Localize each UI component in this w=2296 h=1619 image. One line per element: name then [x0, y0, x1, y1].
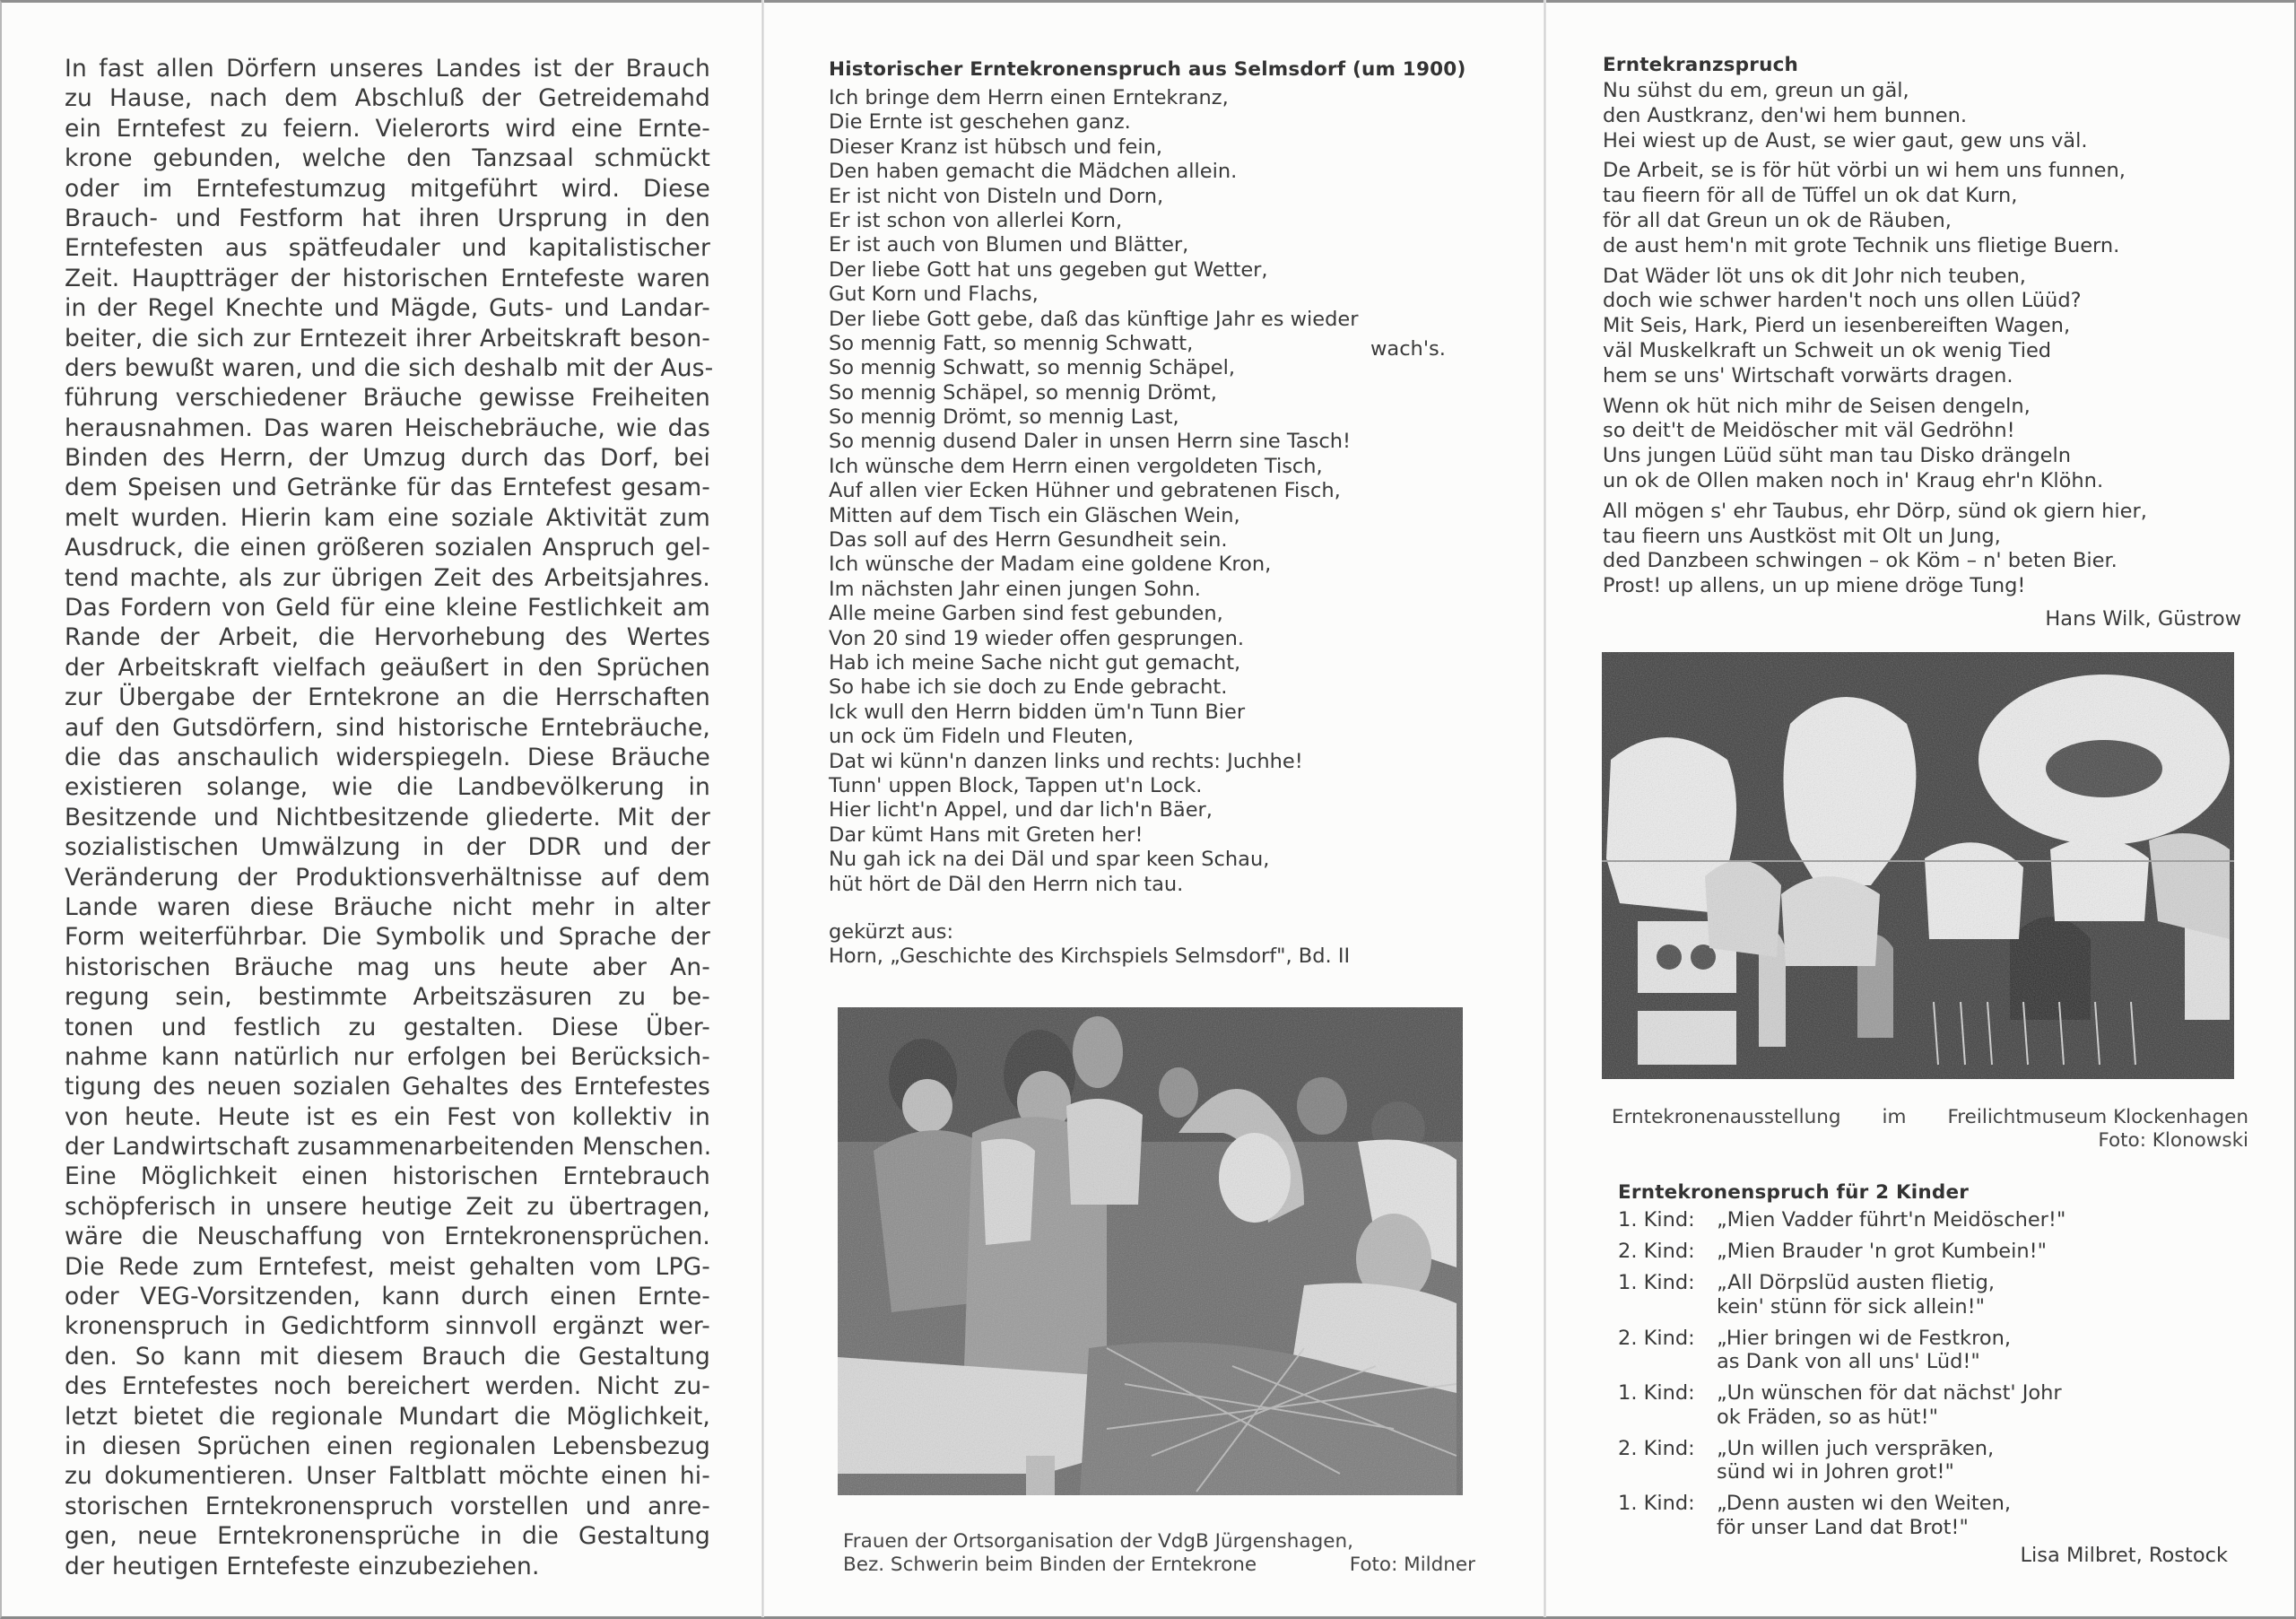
children-verse-body	[1618, 1208, 2246, 1539]
verse-line	[829, 627, 1474, 651]
photo-caption-exhibition	[1612, 1106, 2248, 1153]
verse-line-text: Ich wünsche dem Herrn einen vergoldeten Tisch,	[829, 454, 1323, 478]
speaker-line: „Mien Vadder führt'n Meidöscher!"	[1717, 1208, 2066, 1232]
verse-line	[829, 701, 1474, 725]
wreath-verse-body	[1603, 79, 2248, 599]
intro-text-line: herausnahmen. Das waren Heischebräuche, wie das	[65, 413, 710, 442]
verse-line	[829, 578, 1474, 602]
stanza	[1603, 395, 2248, 494]
intro-text-line: tigung des neuen sozialen Gehaltes des Erntefestes	[65, 1073, 710, 1101]
children-verse-entry	[1618, 1492, 2246, 1539]
verse-line	[829, 848, 1474, 872]
intro-text-line: storischen Erntekronenspruch vorstellen und anre-	[65, 1492, 710, 1520]
source-reference: Horn, „Geschichte des Kirchspiels Selmsdorf", Bd. II	[829, 944, 1351, 968]
photo-binding-harvest-crown	[838, 1007, 1463, 1495]
speaker-line: för unser Land dat Brot!"	[1717, 1515, 1969, 1539]
speaker-lines	[1717, 1492, 2011, 1539]
intro-text-line: Veränderung der Produktionsverhältnisse auf dem	[65, 863, 710, 892]
intro-text-line: zu Hause, nach dem Abschluß der Getreidemahd	[65, 84, 710, 113]
stanza-line: för all dat Greun un ok de Räuben,	[1603, 208, 1952, 232]
children-verse-title: Erntekronenspruch für 2 Kinder	[1618, 1181, 1970, 1204]
intro-text-line: melt wurden. Hierin kam eine soziale Aktivität zum	[65, 503, 710, 532]
stanza-line: All mögen s' ehr Taubus, ehr Dörp, sünd ok giern hier,	[1603, 499, 2147, 523]
speaker-line: kein' stünn för sick allein!"	[1717, 1294, 1986, 1319]
verse-line-text: un ock üm Fideln und Fleuten,	[829, 725, 1134, 749]
verse-line-text: Er ist auch von Blumen und Blätter,	[829, 233, 1189, 257]
photo-caption-binding	[843, 1530, 1475, 1577]
caption-exhibition-line-1	[1612, 1106, 2248, 1129]
children-verse-entry	[1618, 1437, 2246, 1484]
verse-line-text: hüt hört de Däl den Herrn nich tau.	[829, 872, 1184, 896]
historic-verse-title: Historischer Erntekronenspruch aus Selmsdorf (um 1900)	[829, 58, 1466, 81]
fold-line-left	[761, 0, 764, 1617]
stanza-line: Prost! up allens, un up miene dröge Tung!	[1603, 574, 2026, 598]
stanza	[1603, 79, 2248, 153]
intro-text-line: der Arbeitskraft vielfach geäußert in den Sprüchen	[65, 653, 710, 682]
stanza-line: Uns jungen Lüüd süht man tau Disko drängeln	[1603, 444, 2072, 468]
stanza-line: tau fieern uns Austköst mit Olt un Jung,	[1603, 524, 2001, 548]
verse-line	[829, 405, 1474, 430]
verse-line	[829, 725, 1474, 749]
verse-line	[829, 258, 1474, 283]
photo-credit-exhibition: Foto: Klonowski	[2098, 1129, 2248, 1152]
intro-text-line: des Erntefestes noch bereichert werden. Nicht zu-	[65, 1372, 710, 1401]
intro-text-line: Zeit. Hauptträger der historischen Erntefeste waren	[65, 264, 710, 292]
verse-line	[829, 283, 1474, 307]
stanza-line: Nu sühst du em, greun un gäl,	[1603, 79, 1909, 102]
intro-text-line: letzt bietet die regionale Mundart die Möglichkeit,	[65, 1402, 710, 1431]
children-verse-author: Lisa Milbret, Rostock	[2020, 1543, 2228, 1567]
verse-line	[829, 308, 1474, 332]
verse-line	[829, 430, 1474, 454]
verse-line-text: So mennig Schäpel, so mennig Drömt,	[829, 380, 1217, 405]
verse-line-text: Von 20 sind 19 wieder offen gesprungen.	[829, 626, 1245, 650]
intro-text-line: existieren solange, wie die Landbevölkerung in	[65, 773, 710, 802]
children-verse-entry	[1618, 1327, 2246, 1374]
intro-text-line: In fast allen Dörfern unseres Landes ist der Brauch	[65, 55, 710, 83]
verse-line-text: Der liebe Gott gebe, daß das künftige Jahr es wieder	[829, 307, 1359, 331]
verse-line-text: Ich bringe dem Herrn einen Erntekranz,	[829, 86, 1229, 109]
verse-line-text: Dieser Kranz ist hübsch und fein,	[829, 135, 1163, 159]
stanza-line: so deit't de Meidöscher mit väl Gedröhn!	[1603, 419, 2015, 443]
intro-text-line: zu dokumentieren. Unser Faltblatt möchte einen hi-	[65, 1462, 710, 1491]
caption-line-1: Frauen der Ortsorganisation der VdgB Jürgenshagen,	[843, 1530, 1353, 1553]
speaker-label: 1. Kind:	[1618, 1208, 1695, 1232]
speaker-label: 1. Kind:	[1618, 1271, 1695, 1294]
caption-line-2-text: Bez. Schwerin beim Binden der Erntekrone	[843, 1554, 1257, 1576]
verse-line-text: Den haben gemacht die Mädchen allein.	[829, 160, 1238, 184]
verse-line	[829, 160, 1474, 184]
intro-text-line: ein Erntefest zu feiern. Vielerorts wird eine Ernte-	[65, 114, 710, 143]
verse-line	[829, 675, 1474, 700]
children-verse-entry	[1618, 1381, 2246, 1429]
stanza-line: De Arbeit, se is för hüt vörbi un wi hem uns funnen,	[1603, 159, 2126, 183]
speaker-line: ok Fräden, so as hüt!"	[1717, 1405, 1938, 1429]
speaker-line: sünd wi in Johren grot!"	[1717, 1460, 1954, 1484]
intro-text-line: Besitzende und Nichtbesitzende gliederte. Mit der	[65, 803, 710, 831]
speaker-label: 1. Kind:	[1618, 1492, 1695, 1515]
stanza	[1603, 159, 2248, 258]
verse-line-text: So mennig dusend Daler in unsen Herrn sine Tasch!	[829, 430, 1352, 454]
intro-text-line: Die Rede zum Erntefest, meist gehalten vom LPG-	[65, 1252, 710, 1281]
stanza-line: doch wie schwer harden't noch uns ollen Lüüd?	[1603, 289, 2082, 313]
intro-text-line: nahme kann natürlich nur erfolgen bei Berücksich-	[65, 1042, 710, 1071]
speaker-line: „Un wünschen för dat nächst' Johr	[1717, 1381, 2062, 1405]
children-verse-entry	[1618, 1271, 2246, 1319]
speaker-lines	[1717, 1437, 1994, 1484]
caption-line-2	[843, 1554, 1475, 1577]
verse-line	[829, 823, 1474, 848]
intro-text-line: zur Übergabe der Erntekrone an die Herrschaften	[65, 683, 710, 712]
verse-line	[829, 110, 1474, 135]
verse-line-continuation: wach's.	[1370, 336, 1446, 361]
verse-line	[829, 651, 1474, 675]
intro-text-line: den. So kann mit diesem Brauch die Gestaltung	[65, 1342, 710, 1371]
intro-text-line: Binden des Herrn, der Umzug durch das Dorf, bei	[65, 444, 710, 473]
intro-text-line: der heutigen Erntefeste einzubeziehen.	[65, 1552, 540, 1580]
speaker-lines	[1717, 1327, 2011, 1374]
speaker-lines	[1717, 1271, 1995, 1319]
verse-line	[829, 774, 1474, 798]
verse-line-text: Ick wull den Herrn bidden üm'n Tunn Bier	[829, 700, 1246, 724]
stanza-line: ded Danzbeen schwingen – ok Köm – n' beten Bier.	[1603, 549, 2118, 573]
source-label: gekürzt aus:	[829, 919, 954, 944]
verse-line-text: Gut Korn und Flachs,	[829, 283, 1039, 307]
wreath-verse-title: Erntekranzspruch	[1603, 54, 1799, 76]
intro-text-line: tonen und festlich zu gestalten. Diese Über-	[65, 1013, 710, 1041]
verse-line	[829, 185, 1474, 209]
verse-line-text: Mitten auf dem Tisch ein Gläschen Wein,	[829, 503, 1240, 527]
stanza-line: hem se uns' Wirtschaft vorwärts dragen.	[1603, 363, 2013, 387]
verse-line	[829, 602, 1474, 626]
verse-line	[829, 135, 1474, 160]
verse-line	[829, 381, 1474, 405]
verse-line-text: Auf allen vier Ecken Hühner und gebratenen Fisch,	[829, 479, 1341, 503]
speaker-label: 2. Kind:	[1618, 1240, 1695, 1263]
verse-line	[829, 356, 1474, 380]
intro-text-line: kronenspruch in Gedichtform sinnvoll ergänzt wer-	[65, 1312, 710, 1341]
verse-line	[829, 479, 1474, 503]
stanza-line: un ok de Ollen maken noch in' Kraug ehr'n Klöhn.	[1603, 468, 2104, 492]
stanza-line: Mit Seis, Hark, Pierd un iesenbereiften Wagen,	[1603, 314, 2071, 338]
stanza	[1603, 265, 2248, 389]
intro-text-line: oder VEG-Vorsitzenden, kann durch einen Ernte-	[65, 1283, 710, 1311]
verse-line-text: Alle meine Garben sind fest gebunden,	[829, 602, 1223, 626]
intro-text-line: wäre die Neuschaffung von Erntekronensprüchen.	[65, 1223, 710, 1251]
verse-line	[829, 331, 1474, 361]
intro-text-line: Eine Möglichkeit einen historischen Erntebrauch	[65, 1162, 710, 1191]
verse-line-text: Er ist schon von allerlei Korn,	[829, 208, 1123, 232]
harvest-wreath-verse-column	[1603, 52, 2248, 633]
intro-text-line: krone gebunden, welche den Tanzsaal schmückt	[65, 144, 710, 173]
intro-text-line: gen, neue Erntekronensprüche in die Gestaltung	[65, 1522, 710, 1551]
stanza-line: Hei wiest up de Aust, se wier gaut, gew uns väl.	[1603, 128, 2088, 152]
speaker-line: „Denn austen wi den Weiten,	[1717, 1492, 2011, 1515]
verse-line	[829, 873, 1474, 897]
stanza-line: väl Muskelkraft un Schweit un ok wenig Tied	[1603, 338, 2052, 362]
verse-line	[829, 798, 1474, 823]
verse-line-text: So habe ich sie doch zu Ende gebracht.	[829, 675, 1228, 700]
verse-line-text: Er ist nicht von Disteln und Dorn,	[829, 184, 1164, 208]
intro-text-line: historischen Bräuche mag uns heute aber An-	[65, 953, 710, 981]
intro-text-line: beiter, die sich zur Erntezeit ihrer Arbeitskraft beson-	[65, 324, 710, 353]
verse-line	[829, 209, 1474, 233]
speaker-line: as Dank von all uns' Lüd!"	[1717, 1350, 1980, 1373]
verse-line	[829, 750, 1474, 774]
historic-verse-body	[829, 86, 1474, 897]
speaker-line: „Un willen juch versprāken,	[1717, 1436, 1995, 1460]
verse-line-text: Der liebe Gott hat uns gegeben gut Wetter,	[829, 257, 1268, 282]
speaker-label: 2. Kind:	[1618, 1326, 1695, 1350]
speaker-line: „Hier bringen wi de Festkron,	[1717, 1326, 2011, 1350]
stanza-line: den Austkranz, den'wi hem bunnen.	[1603, 103, 1968, 127]
verse-line-text: Im nächsten Jahr einen jungen Sohn.	[829, 577, 1201, 601]
speaker-line: „All Dörpslüd austen flietig,	[1717, 1271, 1996, 1294]
verse-line-text: Die Ernte ist geschehen ganz.	[829, 110, 1131, 135]
verse-line	[829, 233, 1474, 257]
speaker-lines	[1717, 1240, 2047, 1264]
intro-text-line: die das anschaulich widerspiegeln. Diese Bräuche	[65, 743, 710, 771]
caption-exhibition-title: Erntekronenausstellung	[1612, 1106, 1841, 1128]
intro-text-column	[65, 54, 714, 1581]
verse-line-text: So mennig Drömt, so mennig Last,	[829, 405, 1179, 430]
historic-verse-column	[829, 54, 1474, 969]
intro-text-line: in der Regel Knechte und Mägde, Guts- und Landar-	[65, 294, 710, 323]
speaker-label: 2. Kind:	[1618, 1436, 1695, 1460]
caption-exhibition-prep: im	[1882, 1106, 1907, 1128]
children-verse-entry	[1618, 1208, 2246, 1232]
source-citation	[829, 920, 1474, 969]
intro-text-line: Rande der Arbeit, die Hervorhebung des Wertes	[65, 623, 710, 652]
intro-text-line: Erntefesten aus spätfeudaler und kapitalistischer	[65, 234, 710, 263]
verse-line-text: Nu gah ick na dei Däl und spar keen Schau,	[829, 848, 1270, 872]
verse-line	[829, 504, 1474, 528]
intro-text-line: ders bewußt waren, und die sich deshalb mit der Aus-	[65, 353, 714, 382]
speaker-line: „Mien Brauder 'n grot Kumbein!"	[1717, 1240, 2048, 1263]
children-verse-entry	[1618, 1240, 2246, 1264]
intro-text-line: Lande waren diese Bräuche nicht mehr in alter	[65, 892, 710, 921]
intro-text-line: tend machte, als zur übrigen Zeit des Arbeitsjahres.	[65, 563, 710, 592]
verse-line-text: Das soll auf des Herrn Gesundheit sein.	[829, 528, 1228, 553]
photo-harvest-crown-exhibition	[1602, 652, 2234, 1079]
verse-line-text: So mennig Fatt, so mennig Schwatt,	[829, 331, 1194, 355]
intro-text-line: schöpferisch in unsere heutige Zeit zu übertragen,	[65, 1192, 710, 1221]
intro-text-line: in diesen Sprüchen einen regionalen Lebensbezug	[65, 1432, 710, 1460]
verse-line	[829, 86, 1474, 110]
stanza-line: de aust hem'n mit grote Technik uns flietige Buern.	[1603, 233, 2120, 257]
verse-line	[829, 528, 1474, 553]
wreath-verse-author: Hans Wilk, Güstrow	[2045, 606, 2241, 631]
stanza-line: Dat Wäder löt uns ok dit Johr nich teuben,	[1603, 264, 2026, 288]
intro-text-line: regung sein, bestimmte Arbeitszäsuren zu be-	[65, 983, 710, 1012]
verse-line-text: Hab ich meine Sache nicht gut gemacht,	[829, 650, 1241, 675]
stanza-line: tau fieern för all de Tüffel un ok dat Kurn,	[1603, 184, 2018, 208]
intro-text-line: Brauch- und Festform hat ihren Ursprung in den	[65, 204, 710, 232]
verse-line-text: So mennig Schwatt, so mennig Schäpel,	[829, 356, 1236, 380]
fold-line-right	[1544, 0, 1546, 1617]
stanza-line: Wenn ok hüt nich mihr de Seisen dengeln,	[1603, 394, 2031, 418]
intro-text-line: führung verschiedener Bräuche gewisse Freiheiten	[65, 384, 710, 413]
intro-text-line: Das Fordern von Geld für eine kleine Festlichkeit am	[65, 594, 710, 622]
verse-line-text: Ich wünsche der Madam eine goldene Kron,	[829, 553, 1272, 577]
children-verse-section	[1618, 1178, 2246, 1567]
intro-text-line: Ausdruck, die einen größeren sozialen Anspruch gel-	[65, 534, 710, 562]
stanza	[1603, 500, 2248, 599]
verse-line-text: Dat wi künn'n danzen links und rechts: Juchhe!	[829, 749, 1303, 773]
verse-line	[829, 553, 1474, 577]
intro-text-line: oder im Erntefestumzug mitgeführt wird. Diese	[65, 174, 710, 203]
intro-text-line: dem Speisen und Getränke für das Erntefest gesam-	[65, 474, 710, 502]
intro-text-line: Form weiterführbar. Die Symbolik und Sprache der	[65, 923, 710, 952]
photo-credit: Foto: Mildner	[1349, 1554, 1475, 1576]
speaker-lines	[1717, 1381, 2062, 1429]
verse-line	[829, 455, 1474, 479]
intro-text-line: der Landwirtschaft zusammenarbeitenden Menschen.	[65, 1133, 712, 1162]
caption-exhibition-place: Freilichtmuseum Klockenhagen	[1947, 1106, 2248, 1128]
speaker-label: 1. Kind:	[1618, 1381, 1695, 1405]
intro-text-line: sozialistischen Umwälzung in der DDR und der	[65, 833, 710, 862]
verse-line-text: Dar kümt Hans mit Greten her!	[829, 823, 1144, 847]
speaker-lines	[1717, 1208, 2066, 1232]
intro-text-line: auf den Gutsdörfern, sind historische Erntebräuche,	[65, 713, 710, 742]
verse-line-text: Hier licht'n Appel, und dar lich'n Bäer,	[829, 798, 1213, 823]
intro-text-line: von heute. Heute ist es ein Fest von kollektiv in	[65, 1102, 710, 1131]
verse-line-text: Tunn' uppen Block, Tappen ut'n Lock.	[829, 773, 1203, 797]
